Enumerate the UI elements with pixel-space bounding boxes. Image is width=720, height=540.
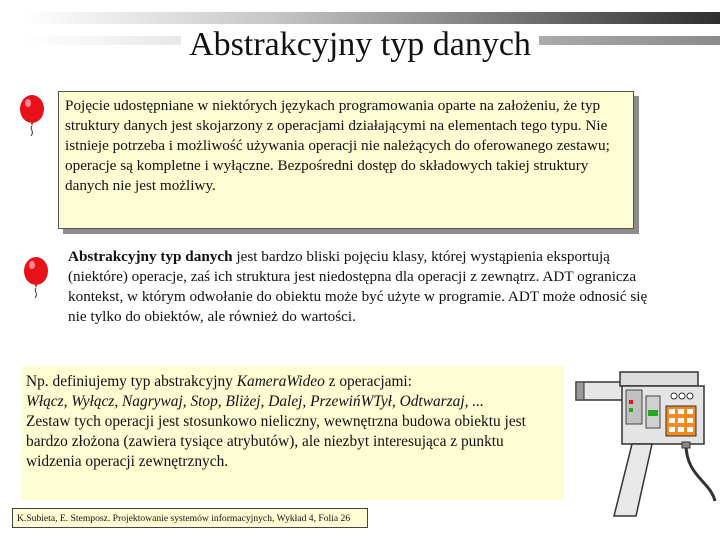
adt-description-text: jest bardzo bliski pojęciu klasy, której wystąpienia eksportują (niektóre) operacje, zaś ich struktura jest niedostępna dla operacji z zewnątrz. ADT ogranicza kontekst, w którym odwołanie do obiektu może być użyte w programie. ADT może odnosić się nie tylko do obiektów, ale również do wartości. — [68, 248, 648, 325]
balloon-icon — [18, 94, 48, 138]
header-gradient-bar — [24, 12, 720, 24]
example-intro-end: z operacjami: — [324, 373, 412, 390]
example-type-name: KameraWideo — [236, 373, 325, 390]
example-body: Zestaw tych operacji jest stosunkowo nieliczny, wewnętrzna budowa obiektu jest bardzo złożona (zawiera tysiące atrybutów), ale niezbyt interesująca z punktu widzenia operacji zewnętrznych. — [26, 413, 526, 470]
adt-term: Abstrakcyjny typ danych — [68, 248, 233, 265]
example-operations: Włącz, Wyłącz, Nagrywaj, Stop, Bliżej, Dalej, PrzewińWTył, Odtwarzaj, ... — [26, 393, 484, 410]
slide-title: Abstrakcyjny typ danych — [0, 24, 720, 66]
definition-text: Pojęcie udostępniane w niektórych językach programowania oparte na założeniu, że typ struktury danych jest skojarzony z operacjami działającymi na elementach tego typu. Nie istnieje potrzeba i możliwość używania operacji nie należących do oferowanego zestawu; operacje są kompletne i wyłączne. Bezpośredni dostęp do składowych takiej struktury danych nie jest możliwy. — [65, 97, 610, 194]
example-intro: Np. definiujemy typ abstrakcyjny — [26, 373, 237, 390]
adt-description — [68, 247, 668, 327]
video-camera-icon — [570, 366, 720, 526]
example-box — [22, 366, 564, 500]
definition-box — [58, 91, 634, 229]
slide-footer: K.Subieta, E. Stemposz. Projektowanie systemów informacyjnych, Wykład 4, Folia 26 — [12, 508, 368, 528]
balloon-icon — [22, 256, 52, 300]
example-text — [22, 366, 564, 472]
